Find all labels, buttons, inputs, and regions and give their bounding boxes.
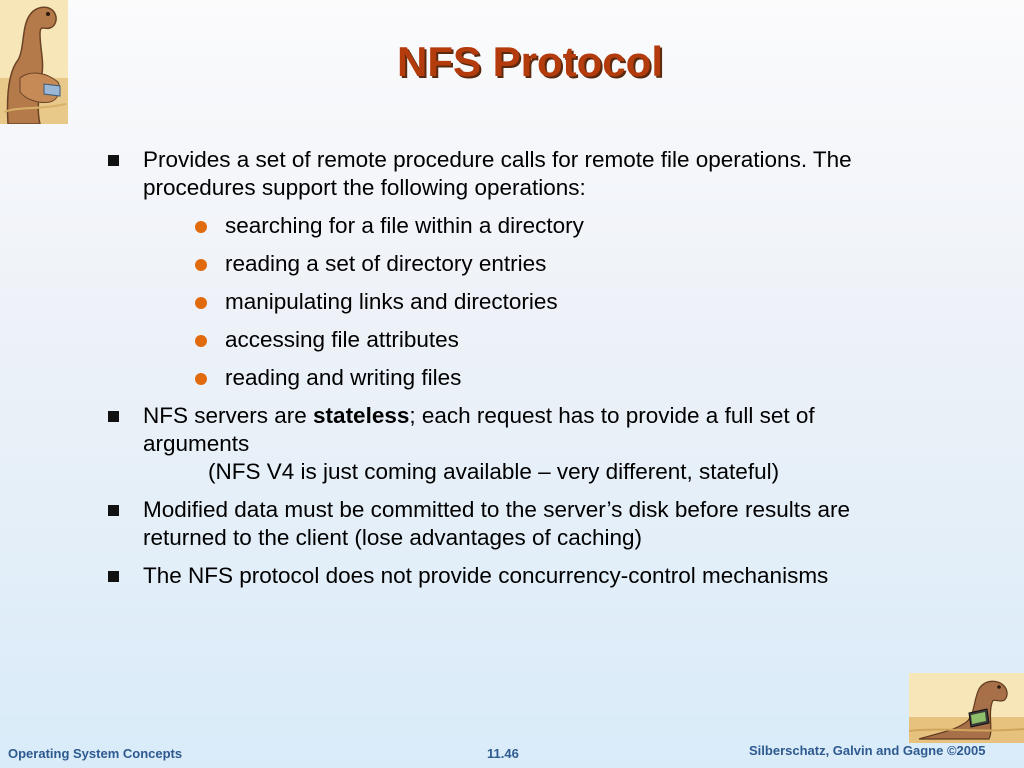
square-bullet-icon: [108, 571, 119, 582]
bullet-item: [106, 496, 926, 552]
sub-bullet-item: [143, 288, 926, 316]
footer-course-title: Operating System Concepts: [8, 746, 183, 761]
sub-bullet-text: manipulating links and directories: [225, 289, 558, 314]
bullet-text: Modified data must be committed to the server’s disk before results are returned to the client (lose advantages of caching): [143, 497, 850, 550]
sub-bullet-text: reading and writing files: [225, 365, 462, 390]
sub-bullet-item: [143, 250, 926, 278]
sub-bullet-text: searching for a file within a directory: [225, 213, 584, 238]
sub-bullet-item: [143, 364, 926, 392]
bullet-text-bold: stateless: [313, 403, 410, 428]
dinosaur-with-laptop-logo-image: [909, 673, 1024, 743]
bullet-text-pre: NFS servers are: [143, 403, 314, 428]
bullet-item: [106, 402, 926, 486]
bullet-item: [106, 562, 926, 590]
circle-bullet-icon: [195, 373, 207, 385]
footer-slide-number: 11.46: [487, 746, 519, 761]
bullet-text-post: ; each request has to provide a full set of arguments: [143, 403, 815, 456]
square-bullet-icon: [108, 505, 119, 516]
square-bullet-icon: [108, 411, 119, 422]
footer-copyright: Silberschatz, Galvin and Gagne ©2005: [749, 743, 986, 758]
bullet-text: The NFS protocol does not provide concurrency-control mechanisms: [143, 563, 829, 588]
sub-bullet-item: [143, 212, 926, 240]
circle-bullet-icon: [195, 221, 207, 233]
circle-bullet-icon: [195, 297, 207, 309]
slide-title: NFS Protocol: [396, 38, 663, 85]
bullet-item: [106, 146, 926, 392]
sub-bullet-item: [143, 326, 926, 354]
circle-bullet-icon: [195, 259, 207, 271]
slide-content: [106, 146, 926, 600]
sub-bullet-text: reading a set of directory entries: [225, 251, 547, 276]
sub-bullet-text: accessing file attributes: [225, 327, 459, 352]
bullet-text: Provides a set of remote procedure calls for remote file operations. The procedures support the following operations:: [143, 147, 852, 200]
square-bullet-icon: [108, 155, 119, 166]
circle-bullet-icon: [195, 335, 207, 347]
bullet-note: (NFS V4 is just coming available – very different, stateful): [208, 459, 780, 484]
